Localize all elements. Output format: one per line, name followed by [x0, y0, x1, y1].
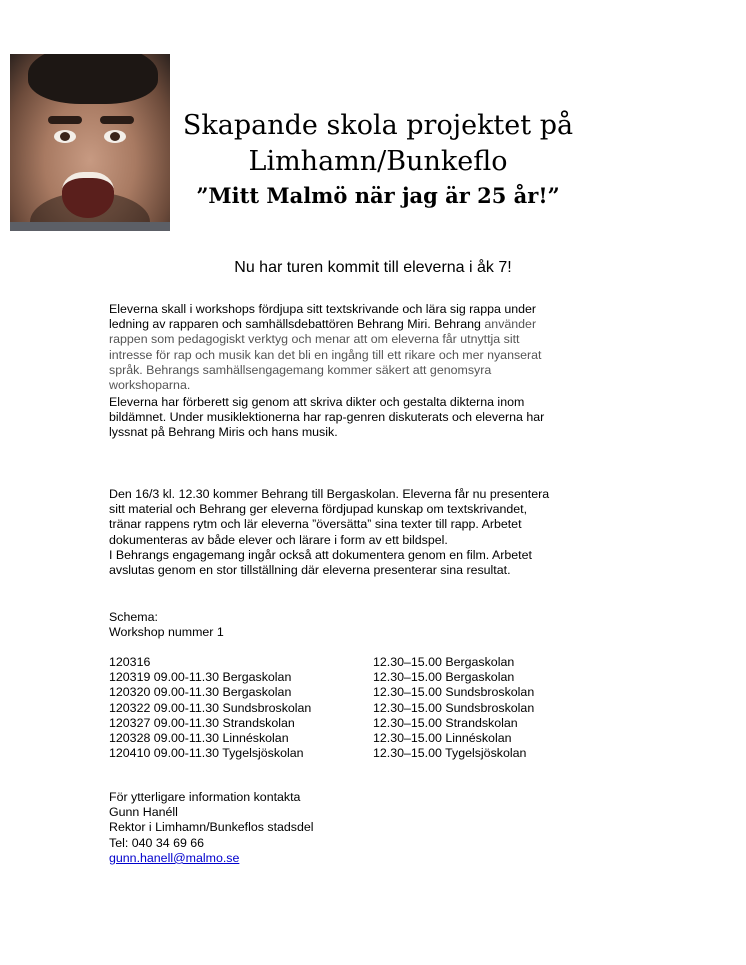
text-line: lyssnat på Behrang Miris och hans musik.: [109, 425, 338, 440]
schedule-row: 12.30–15.00 Bergaskolan: [373, 655, 515, 669]
page-title-line1: Skapande skola projektet på: [182, 110, 574, 141]
contact-role: Rektor i Limhamn/Bunkeflos stadsdel: [109, 820, 314, 835]
contact-phone: Tel: 040 34 69 66: [109, 835, 205, 850]
schedule-morning-column: [109, 655, 311, 761]
workshop-label: Workshop nummer 1: [109, 625, 224, 640]
schedule-row: 120320 09.00-11.30 Bergaskolan: [109, 685, 292, 700]
contact-block: [109, 790, 314, 866]
contact-email-link[interactable]: gunn.hanell@malmo.se: [109, 850, 240, 865]
schedule-heading-block: [109, 610, 649, 640]
schedule-row: 12.30–15.00 Strandskolan: [373, 715, 518, 730]
paragraph-visit: [109, 487, 649, 578]
text-line: Eleverna skall i workshops fördjupa sitt textskrivande och lära sig rappa under: [109, 302, 537, 316]
text-line: Den 16/3 kl. 12.30 kommer Behrang till Bergaskolan. Eleverna får nu presentera: [109, 487, 550, 501]
schedule-row: 12.30–15.00 Tygelsjöskolan: [373, 746, 527, 761]
text-line: ledning av rapparen och samhällsdebattören Behrang Miri. Behrang använder: [109, 317, 537, 332]
schedule-heading: Schema:: [109, 610, 158, 624]
intro-heading: Nu har turen kommit till eleverna i åk 7!: [234, 259, 512, 276]
text-line: rappen som pedagogiskt verktyg och menar att om eleverna får utnyttja sitt: [109, 332, 520, 347]
paragraph-preparation: [109, 395, 649, 441]
text-line: tränar rappens rytm och lär eleverna ”översätta” sina texter till rapp. Arbetet: [109, 517, 522, 532]
schedule-row: 120322 09.00-11.30 Sundsbroskolan: [109, 700, 312, 715]
paragraph-workshop: [109, 302, 649, 393]
schedule-row: 12.30–15.00 Bergaskolan: [373, 670, 515, 685]
contact-name: Gunn Hanéll: [109, 805, 178, 820]
contact-intro: För ytterligare information kontakta: [109, 790, 301, 804]
page-title-line2: Limhamn/Bunkeflo: [248, 146, 508, 177]
text-line: intresse för rap och musik kan det bli en ingång till ett rikare och mer nyanserat: [109, 347, 542, 362]
schedule-afternoon-column: [373, 655, 534, 761]
schedule-row: 120327 09.00-11.30 Strandskolan: [109, 715, 295, 730]
text-line: Eleverna har förberett sig genom att skriva dikter och gestalta dikterna inom: [109, 395, 525, 409]
text-line: workshoparna.: [109, 378, 191, 393]
schedule-row: 120316: [109, 655, 151, 669]
portrait-photo: [10, 54, 170, 231]
text-line: sitt material och Behrang ger eleverna fördjupad kunskap om textskrivandet,: [109, 502, 528, 517]
page-subtitle: ”Mitt Malmö när jag är 25 år!”: [196, 183, 560, 208]
schedule-row: 120410 09.00-11.30 Tygelsjöskolan: [109, 746, 304, 761]
schedule-row: 120319 09.00-11.30 Bergaskolan: [109, 670, 292, 685]
schedule-row: 12.30–15.00 Sundsbroskolan: [373, 700, 535, 715]
schedule-row: 12.30–15.00 Sundsbroskolan: [373, 685, 535, 700]
schedule-row: 12.30–15.00 Linnéskolan: [373, 731, 512, 746]
text-line: dokumenteras av både elever och lärare i form av ett bildspel.: [109, 532, 448, 547]
text-line: avslutas genom en stor tillställning där eleverna presenterar sina resultat.: [109, 563, 511, 578]
text-line: språk. Behrangs samhällsengagemang kommer säkert att genomsyra: [109, 362, 492, 377]
text-line: bildämnet. Under musiklektionerna har rap-genren diskuterats och eleverna har: [109, 410, 545, 425]
schedule-row: 120328 09.00-11.30 Linnéskolan: [109, 731, 289, 746]
text-line: I Behrangs engagemang ingår också att dokumentera genom en film. Arbetet: [109, 547, 532, 562]
